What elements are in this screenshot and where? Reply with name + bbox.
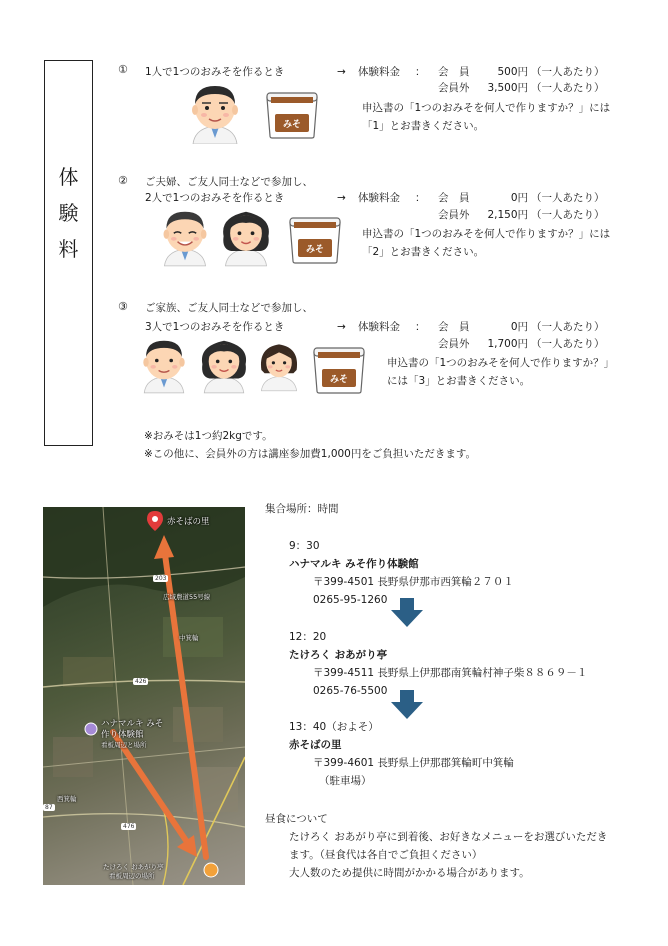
plan-description: ご夫婦、ご友人同士などで参加し、 [145,176,313,188]
fee-label: 体験料金 [358,66,400,78]
member-price: 0円 [510,192,528,204]
footnote: ※この他に、会員外の方は講座参加費1,000円をご負担いただきます。 [144,448,477,460]
plan-description: 1人で1つのおみそを作るとき [145,66,285,78]
per-person: （一人あたり） [531,66,605,78]
road-number-badge: 203 [155,575,167,582]
nonmember-label: 会員外 [438,82,470,94]
miso-label: みそ [282,120,302,130]
down-arrow-icon [390,690,424,720]
map-label-akasoba: 赤そばの里 [167,517,210,527]
application-note: 申込書の「1つのおみそを何人で作りますか？」には [362,228,611,240]
colon: ： [415,321,426,333]
side-title-char: 料 [58,237,79,261]
stop-address: 〒399-4601 長野県上伊那郡箕輪町中箕輪 [313,757,514,769]
per-person: （一人あたり） [531,192,605,204]
stop-address: 〒399-4501 長野県伊那市西箕輪２７０１ [313,576,514,588]
map-label-hanamaruki: 作り体験館 [101,730,144,740]
stop-name: 赤そばの里 [289,739,342,751]
lunch-heading: 昼食について [265,813,328,825]
lunch-text: 大人数のため提供に時間がかかる場合があります。 [289,867,530,879]
nonmember-label: 会員外 [438,209,470,221]
girl-illustration-icon [255,336,303,396]
nonmember-price: 3,500円 [487,82,528,94]
lunch-text: たけろく おあがり亭に到着後、お好きなメニューをお選びいただき [289,831,608,843]
arrow-text: → [337,192,346,204]
stop-phone: 0265-95-1260 [313,594,388,606]
stop-note: （駐車場） [319,775,372,787]
per-person: （一人あたり） [531,321,605,333]
member-price: 500円 [497,66,528,78]
road-number-badge: 87 [45,804,53,811]
member-price: 0円 [510,321,528,333]
application-note: 申込書の「1つのおみそを何人で作りますか？」 [387,357,615,369]
road-number-badge: 476 [123,823,135,830]
stop-time: 13：40（およそ） [289,721,379,733]
miso-container-icon [310,343,368,395]
plan-description: 3人で1つのおみそを作るとき [145,321,285,333]
side-title-char: 験 [58,201,79,225]
nonmember-price: 1,700円 [487,338,528,350]
man-illustration-icon [185,82,245,144]
plan-description: 2人で1つのおみそを作るとき [145,192,285,204]
older-man-illustration-icon [157,206,213,268]
schedule-heading: 集合場所：時間 [265,503,339,515]
road-number-badge: 426 [135,678,147,685]
arrow-text: → [337,321,346,333]
member-label: 会 員 [438,192,470,204]
map-label-hanamaruki-sub: 看板周辺と場所 [101,741,147,749]
member-label: 会 員 [438,321,470,333]
plan-description: ご家族、ご友人同士などで参加し、 [145,302,313,314]
man-illustration-icon [137,334,191,396]
down-arrow-icon [390,598,424,628]
fee-label: 体験料金 [358,321,400,333]
stop-name: ハナマルキ みそ作り体験館 [289,558,419,570]
side-title-char: 体 [58,165,79,189]
woman-illustration-icon [218,206,274,268]
per-person: （一人あたり） [531,209,605,221]
map-label-nishiminowa: 西箕輪 [57,795,77,803]
route-map [43,507,245,885]
map-label-road: 広域農道55号線 [163,593,211,601]
miso-container-icon [286,213,344,265]
map-terrain [43,507,245,885]
stop-phone: 0265-76-5500 [313,685,388,697]
map-label-nakaminowa: 中箕輪 [179,634,199,642]
fee-label: 体験料金 [358,192,400,204]
woman-illustration-icon [197,334,251,396]
per-person: （一人あたり） [531,82,605,94]
application-note: には「3」とお書きください。 [387,375,531,387]
member-label: 会 員 [438,66,470,78]
miso-container-icon [263,88,321,140]
application-note: 「2」とお書きください。 [362,246,485,258]
map-label-takeroku-sub: 看板周辺の場所 [109,872,155,880]
stop-time: 12：20 [289,631,327,643]
per-person: （一人あたり） [531,338,605,350]
application-note: 申込書の「1つのおみそを何人で作りますか？」には [362,102,611,114]
stop-address: 〒399-4511 長野県上伊那郡南箕輪村神子柴８８６９－１ [313,667,588,679]
lunch-text: ます。（昼食代は各自でご負担ください） [289,849,483,861]
miso-label: みそ [329,375,349,385]
nonmember-price: 2,150円 [487,209,528,221]
map-label-hanamaruki: ハナマルキ みそ [101,719,164,729]
application-note: 「1」とお書きください。 [362,120,485,132]
plan-number: ② [118,174,128,187]
stop-name: たけろく おあがり亭 [289,649,388,661]
stop-time: 9：30 [289,540,320,552]
map-label-takeroku: たけろく おあがり亭 [103,863,164,871]
miso-label: みそ [305,245,325,255]
arrow-text: → [337,66,346,78]
footnote: ※おみそは1つ約2kgです。 [144,430,273,442]
plan-number: ① [118,63,128,76]
side-title-box [44,60,93,446]
colon: ： [415,66,426,78]
nonmember-label: 会員外 [438,338,470,350]
plan-number: ③ [118,300,128,313]
colon: ： [415,192,426,204]
